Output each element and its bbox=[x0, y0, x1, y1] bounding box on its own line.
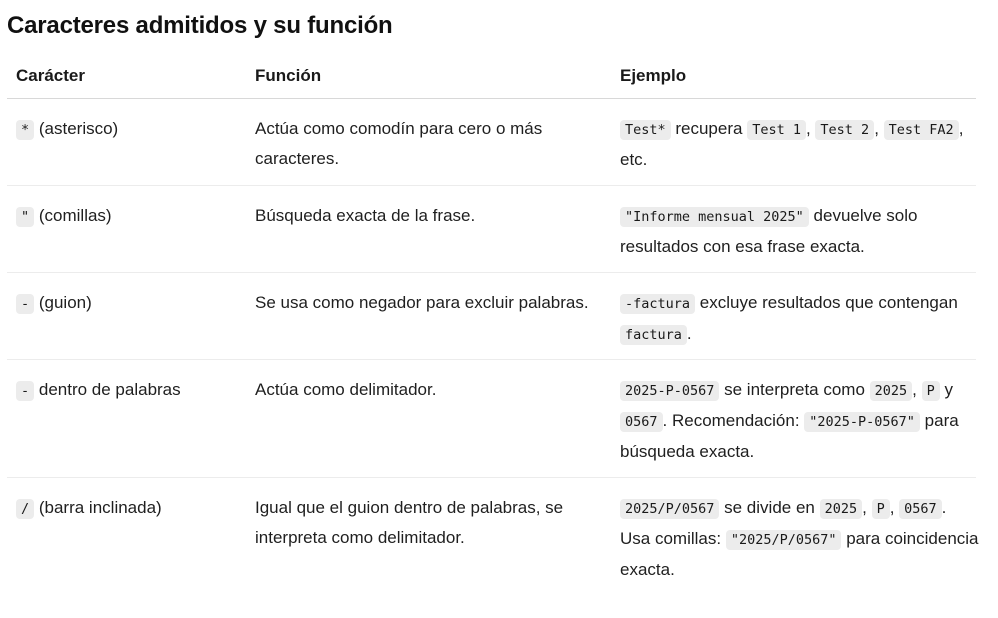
example-code: "2025/P/0567" bbox=[726, 530, 842, 550]
characters-table bbox=[7, 62, 979, 595]
function-cell: Actúa como delimitador. bbox=[255, 380, 437, 399]
character-code: - bbox=[16, 294, 34, 314]
example-code: factura bbox=[620, 325, 687, 345]
example-code: 2025/P/0567 bbox=[620, 499, 719, 519]
example-code: -factura bbox=[620, 294, 695, 314]
example-code: 2025 bbox=[870, 381, 913, 401]
example-cell bbox=[620, 288, 980, 350]
character-cell bbox=[16, 493, 251, 524]
function-cell: Se usa como negador para excluir palabras. bbox=[255, 293, 589, 312]
example-text: recupera bbox=[670, 119, 748, 138]
example-code: P bbox=[922, 381, 940, 401]
function-cell: Búsqueda exacta de la frase. bbox=[255, 206, 476, 225]
example-cell bbox=[620, 114, 980, 175]
function-cell: Actúa como comodín para cero o más caracteres. bbox=[255, 119, 543, 168]
example-code: 2025 bbox=[820, 499, 863, 519]
character-cell bbox=[16, 375, 251, 406]
table-row bbox=[7, 360, 976, 478]
example-code: P bbox=[872, 499, 890, 519]
example-code: Test 1 bbox=[747, 120, 806, 140]
example-text: . Usa comillas: bbox=[620, 498, 947, 548]
example-text: para búsqueda exacta. bbox=[620, 411, 959, 461]
example-cell bbox=[620, 493, 980, 585]
example-separator: , bbox=[805, 119, 816, 138]
column-header-example: Ejemplo bbox=[620, 66, 687, 85]
example-code: "Informe mensual 2025" bbox=[620, 207, 809, 227]
table-row bbox=[7, 478, 979, 595]
example-cell bbox=[620, 375, 980, 467]
example-cell bbox=[620, 201, 980, 262]
table-row bbox=[7, 273, 976, 360]
example-code: Test 2 bbox=[815, 120, 874, 140]
example-text: . Recomendación: bbox=[662, 411, 805, 430]
example-text: para coincidencia exacta. bbox=[620, 529, 979, 579]
example-text: excluye resultados que contengan bbox=[695, 293, 958, 312]
character-code: - bbox=[16, 381, 34, 401]
example-separator: , bbox=[889, 498, 900, 517]
example-text: . bbox=[686, 324, 692, 343]
example-text: se interpreta como bbox=[719, 380, 870, 399]
character-cell bbox=[16, 201, 251, 232]
character-cell bbox=[16, 114, 251, 145]
character-label: (asterisco) bbox=[34, 119, 119, 138]
example-code: Test FA2 bbox=[884, 120, 959, 140]
example-text: se divide en bbox=[719, 498, 820, 517]
example-text: devuelve solo resultados con esa frase exacta. bbox=[620, 206, 918, 256]
example-code: Test* bbox=[620, 120, 671, 140]
table-row bbox=[7, 99, 976, 186]
character-code: " bbox=[16, 207, 34, 227]
example-code: 0567 bbox=[620, 412, 663, 432]
example-code: "2025-P-0567" bbox=[804, 412, 920, 432]
character-code: / bbox=[16, 499, 34, 519]
example-code: 0567 bbox=[899, 499, 942, 519]
example-text: , etc. bbox=[620, 119, 964, 169]
example-code: 2025-P-0567 bbox=[620, 381, 719, 401]
character-label: (comillas) bbox=[34, 206, 112, 225]
table-header-row bbox=[7, 62, 976, 99]
character-code: * bbox=[16, 120, 34, 140]
column-header-character: Carácter bbox=[16, 66, 85, 85]
character-label: (guion) bbox=[34, 293, 92, 312]
column-header-function: Función bbox=[255, 66, 322, 85]
example-separator: , bbox=[862, 498, 872, 517]
character-cell bbox=[16, 288, 251, 319]
function-cell: Igual que el guion dentro de palabras, se interpreta como delimitador. bbox=[255, 498, 564, 547]
table-row bbox=[7, 186, 976, 273]
page-title: Caracteres admitidos y su función bbox=[7, 12, 393, 39]
example-separator: , bbox=[874, 119, 884, 138]
character-label: (barra inclinada) bbox=[34, 498, 162, 517]
example-separator: y bbox=[939, 380, 953, 399]
character-label: dentro de palabras bbox=[34, 380, 181, 399]
example-separator: , bbox=[912, 380, 922, 399]
